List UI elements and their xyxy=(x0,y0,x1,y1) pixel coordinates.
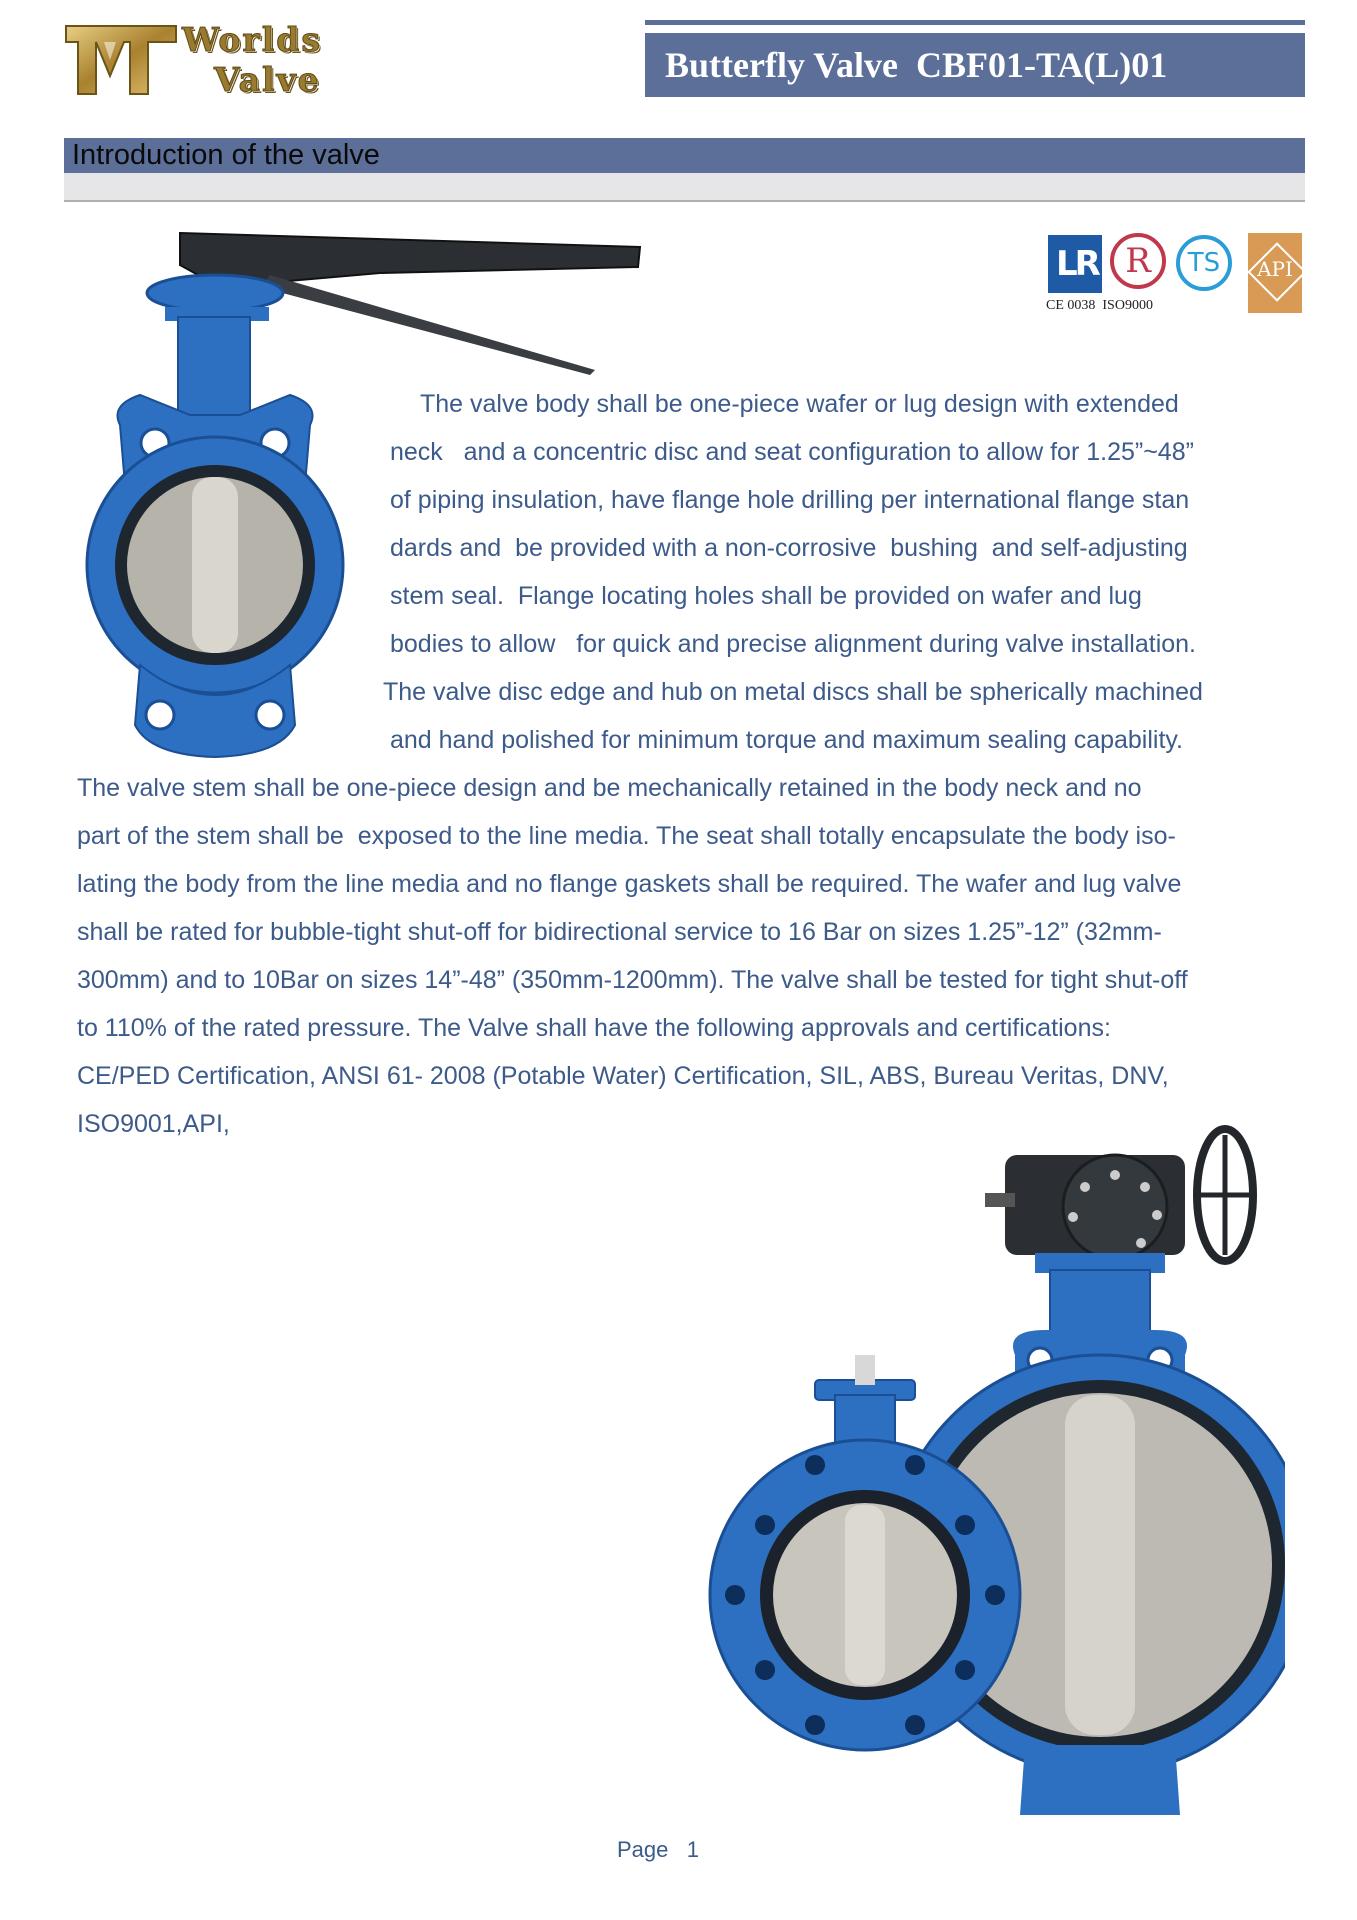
logo-text-valve: Valve xyxy=(214,60,321,99)
paragraph-line: bodies to allow for quick and precise alignment during valve installation. xyxy=(390,630,1197,658)
paragraph-line: shall be rated for bubble-tight shut-off for bidirectional service to 16 Bar on sizes 1.25”-12” (32mm- xyxy=(77,918,1162,946)
document-title: Butterfly Valve CBF01-TA(L)01 xyxy=(645,33,1305,97)
paragraph-line: CE/PED Certification, ANSI 61- 2008 (Potable Water) Certification, SIL, ABS, Bureau Veritas, DNV, xyxy=(77,1062,1169,1090)
gear-and-lug-valve-image xyxy=(705,1125,1285,1815)
section-divider xyxy=(64,200,1305,202)
paragraph-line: of piping insulation, have flange hole drilling per international flange stan xyxy=(390,486,1190,514)
paragraph-line: stem seal. Flange locating holes shall be provided on wafer and lug xyxy=(390,582,1142,610)
paragraph-line: neck and a concentric disc and seat configuration to allow for 1.25”~48” xyxy=(390,438,1194,466)
r-cert-icon: R xyxy=(1110,233,1166,289)
certification-logos xyxy=(1040,225,1305,320)
ts-cert-icon: TS xyxy=(1176,235,1232,291)
section-band xyxy=(64,173,1305,200)
page-number: Page 1 xyxy=(617,1837,699,1862)
paragraph-line: dards and be provided with a non-corrosive bushing and self-adjusting xyxy=(390,534,1188,562)
title-rule xyxy=(645,20,1305,25)
logo-text-worlds: Worlds xyxy=(182,20,322,59)
paragraph-line: to 110% of the rated pressure. The Valve shall have the following approvals and certifications: xyxy=(77,1014,1111,1042)
paragraph-line: part of the stem shall be exposed to the line media. The seat shall totally encapsulate the body iso- xyxy=(77,822,1176,850)
logo-monogram-icon xyxy=(64,20,182,96)
paragraph-line: and hand polished for minimum torque and maximum sealing capability. xyxy=(390,726,1184,754)
paragraph-line: The valve stem shall be one-piece design and be mechanically retained in the body neck and no xyxy=(77,774,1142,802)
company-logo xyxy=(64,18,374,100)
paragraph-line: The valve body shall be one-piece wafer or lug design with extended xyxy=(420,390,1179,418)
paragraph-line: The valve disc edge and hub on metal discs shall be spherically machined xyxy=(383,678,1203,706)
api-cert-icon: API xyxy=(1248,233,1302,313)
section-heading: Introduction of the valve xyxy=(64,138,1305,173)
cert-caption: CE 0038 ISO9000 xyxy=(1046,298,1153,313)
paragraph-line: ISO9001,API, xyxy=(77,1110,230,1138)
lr-cert-icon: LR xyxy=(1048,235,1102,293)
paragraph-line: lating the body from the line media and no flange gaskets shall be required. The wafer and lug valve xyxy=(77,870,1182,898)
paragraph-line: 300mm) and to 10Bar on sizes 14”-48” (350mm-1200mm). The valve shall be tested for tight shut-off xyxy=(77,966,1188,994)
